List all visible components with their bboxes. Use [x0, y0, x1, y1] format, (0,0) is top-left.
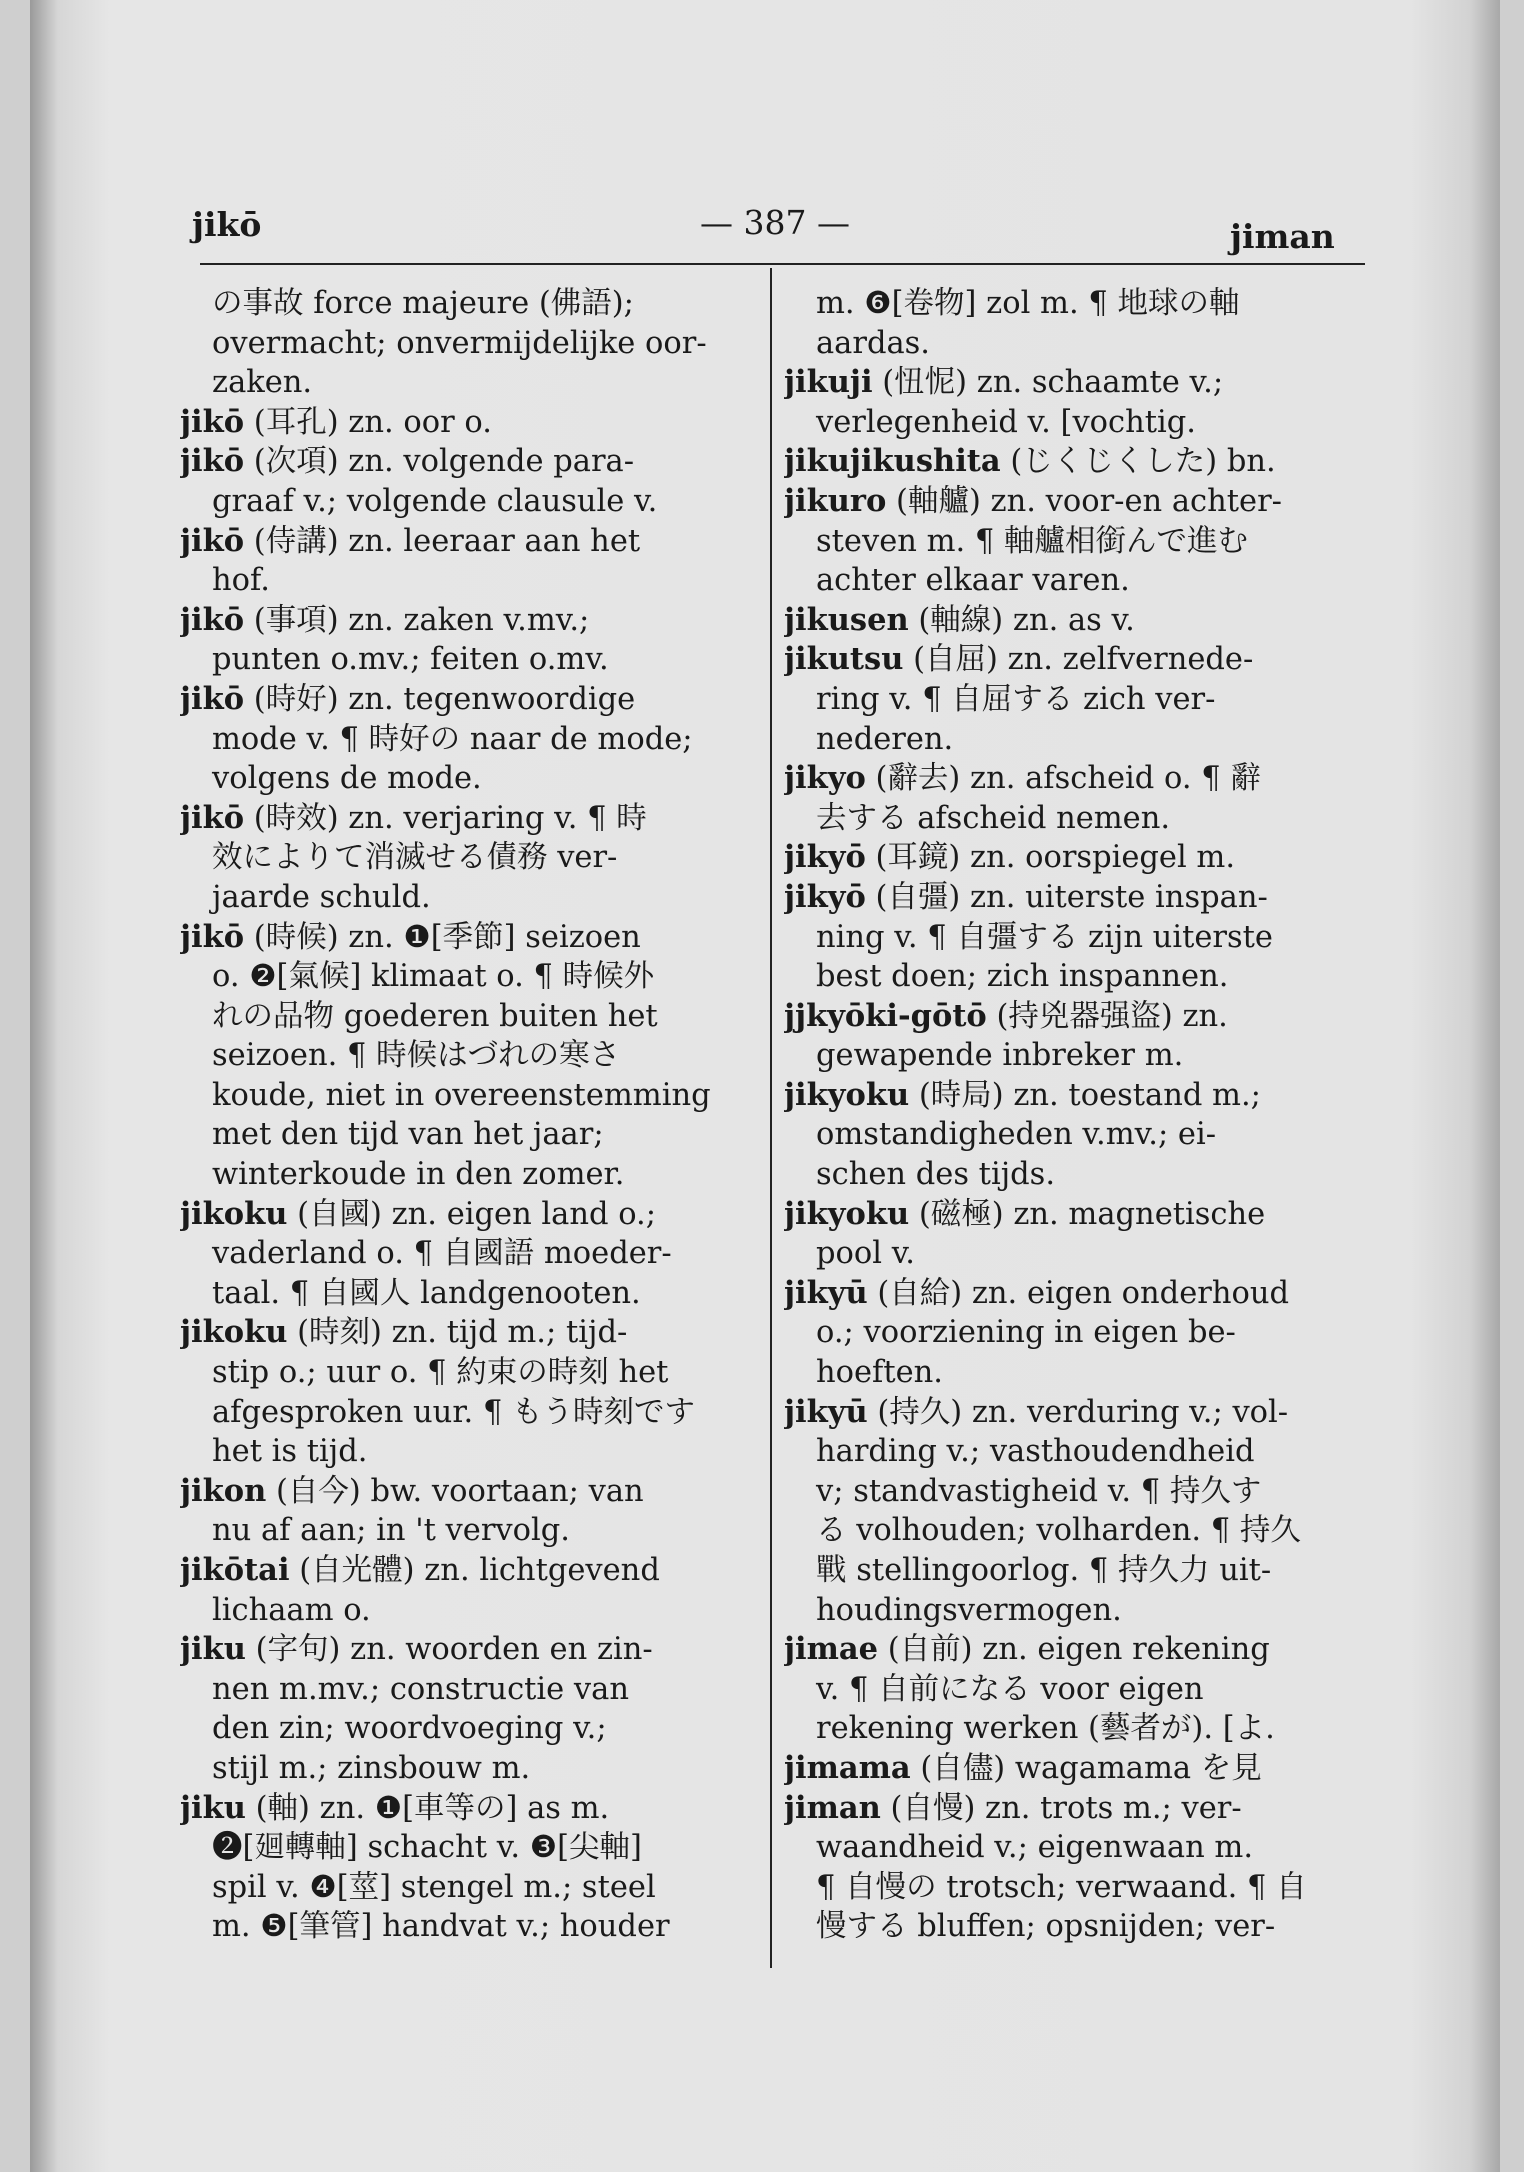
headword: jjkyōki-gōtō — [784, 997, 987, 1034]
entry-headword-line: jikyū (持久) zn. verduring v.; vol- — [784, 1393, 1289, 1430]
headword: jiman — [784, 1789, 881, 1826]
entry-continuation-line: seizoen. ¶ 時候はづれの寒さ — [212, 1038, 621, 1074]
headword: jikyō — [784, 878, 866, 915]
entry-continuation-line: 慢する bluffen; opsnijden; ver- — [816, 1909, 1276, 1945]
headword: jikyoku — [784, 1076, 910, 1113]
entry-headword-line: jikoku (時刻) zn. tijd m.; tijd- — [180, 1314, 628, 1351]
entry-continuation-line: spil v. ❹[莖] stengel m.; steel — [212, 1869, 656, 1905]
header-right-guideword: jiman — [1230, 217, 1335, 256]
entry-headword-line: jikō (侍講) zn. leeraar aan het — [180, 522, 641, 559]
entry-continuation-line: houdingsvermogen. — [816, 1592, 1122, 1628]
entry-headword-line: jikō (次項) zn. volgende para- — [180, 443, 635, 480]
entry-continuation-line: hoeften. — [816, 1355, 943, 1391]
entry-headword-line: jikujikushita (じくじくした) bn. — [784, 443, 1276, 480]
headword: jikyō — [784, 839, 866, 876]
entry-continuation-line: koude, niet in overeenstemming — [212, 1077, 711, 1113]
entry-headword-line: jikutsu (自屈) zn. zelfvernede- — [784, 641, 1254, 678]
header-rule — [200, 263, 1365, 265]
entry-continuation-line: o.; voorziening in eigen be- — [816, 1315, 1236, 1351]
entry-continuation-line: ring v. ¶ 自屈する zich ver- — [816, 681, 1216, 717]
header-left-guideword: jikō — [192, 205, 262, 244]
headword: jikōtai — [180, 1552, 290, 1588]
entry-continuation-line: ning v. ¶ 自彊する zijn uiterste — [816, 919, 1273, 955]
entry-continuation-line: hof. — [212, 563, 270, 599]
entry-continuation-line: rekening werken (藝者が). [よ. — [816, 1711, 1275, 1747]
entry-headword-line: jiku (軸) zn. ❶[車等の] as m. — [180, 1789, 610, 1826]
entry-headword-line: jikōtai (自光體) zn. lichtgevend — [180, 1552, 660, 1588]
headword: jikutsu — [784, 641, 904, 678]
entry-continuation-line: nu af aan; in 't vervolg. — [212, 1513, 570, 1549]
headword: jikujikushita — [784, 443, 1001, 480]
entry-headword-line: jikō (時好) zn. tegenwoordige — [180, 680, 636, 717]
entry-continuation-line: steven m. ¶ 軸艫相銜んで進む — [816, 523, 1248, 559]
entry-headword-line: jikyō (耳鏡) zn. oorspiegel m. — [784, 839, 1236, 876]
entry-continuation-line: nen m.mv.; constructie van — [212, 1671, 629, 1707]
entry-continuation-line: m. ❺[筆管] handvat v.; houder — [212, 1909, 670, 1945]
headword: jikō — [180, 403, 245, 440]
entry-continuation-line: pool v. — [816, 1236, 916, 1272]
entry-continuation-line: punten o.mv.; feiten o.mv. — [212, 642, 609, 678]
left-column — [180, 284, 750, 1947]
entry-headword-line: jiku (字句) zn. woorden en zin- — [180, 1631, 653, 1668]
entry-continuation-line: schen des tijds. — [816, 1157, 1056, 1193]
entry-headword-line: jikuro (軸艫) zn. voor-en achter- — [784, 482, 1282, 519]
headword: jikyoku — [784, 1195, 910, 1232]
headword: jikō — [180, 918, 245, 955]
entry-headword-line: jikuji (忸怩) zn. schaamte v.; — [784, 364, 1224, 401]
entry-headword-line: jikoku (自國) zn. eigen land o.; — [180, 1195, 657, 1232]
headword: jikoku — [180, 1314, 288, 1351]
entry-continuation-line: best doen; zich inspannen. — [816, 959, 1229, 995]
entry-continuation-line: ❷[廻轉軸] schacht v. ❸[尖軸] — [212, 1830, 642, 1866]
headword: jikuji — [784, 364, 873, 401]
entry-continuation-line: ¶ 自慢の trotsch; verwaand. ¶ 自 — [816, 1869, 1307, 1905]
column-divider — [770, 268, 772, 1968]
entry-continuation-line: aardas. — [816, 325, 931, 361]
headword: jiku — [180, 1789, 246, 1826]
entry-continuation-line: lichaam o. — [212, 1592, 371, 1628]
entry-continuation-line: m. ❻[卷物] zol m. ¶ 地球の軸 — [816, 286, 1240, 321]
entry-continuation-line: met den tijd van het jaar; — [212, 1117, 604, 1153]
entry-headword-line: jikō (時候) zn. ❶[季節] seizoen — [180, 918, 641, 955]
entry-headword-line: jikyo (辭去) zn. afscheid o. ¶ 辭 — [784, 760, 1261, 797]
entry-headword-line: jikō (時效) zn. verjaring v. ¶ 時 — [180, 799, 647, 836]
entry-continuation-line: volgens de mode. — [212, 761, 482, 797]
headword: jikō — [180, 680, 245, 717]
entry-continuation-line: jaarde schuld. — [212, 879, 431, 915]
entry-headword-line: jikyō (自彊) zn. uiterste inspan- — [784, 878, 1268, 915]
entry-headword-line: jimae (自前) zn. eigen rekening — [784, 1631, 1270, 1668]
entry-continuation-line: taal. ¶ 自國人 landgenooten. — [212, 1275, 641, 1311]
entry-continuation-line: v. ¶ 自前になる voor eigen — [816, 1671, 1204, 1707]
entry-continuation-line: nederen. — [816, 721, 954, 757]
headword: jikyū — [784, 1274, 868, 1311]
entry-continuation-line: waandheid v.; eigenwaan m. — [816, 1830, 1254, 1866]
entry-headword-line: jikō (耳孔) zn. oor o. — [180, 403, 492, 440]
headword: jikusen — [784, 601, 909, 638]
entry-continuation-line: het is tijd. — [212, 1434, 368, 1470]
entry-continuation-line: 去する afscheid nemen. — [816, 800, 1171, 836]
entry-continuation-line: graaf v.; volgende clausule v. — [212, 483, 658, 519]
entry-continuation-line: gewapende inbreker m. — [816, 1038, 1184, 1074]
headword: jiku — [180, 1631, 246, 1668]
entry-headword-line: jimama (自儘) wagamama を見 — [784, 1749, 1262, 1786]
entry-headword-line: jikyoku (磁極) zn. magnetische — [784, 1195, 1266, 1232]
entry-headword-line: jiman (自慢) zn. trots m.; ver- — [784, 1789, 1242, 1826]
entry-continuation-line: る volhouden; volharden. ¶ 持久 — [816, 1513, 1301, 1549]
entry-headword-line: jikyū (自給) zn. eigen onderhoud — [784, 1274, 1289, 1311]
entry-headword-line: jikyoku (時局) zn. toestand m.; — [784, 1076, 1261, 1113]
headword: jikyū — [784, 1393, 868, 1430]
entry-continuation-line: omstandigheden v.mv.; ei- — [816, 1117, 1217, 1153]
headword: jikon — [180, 1472, 267, 1509]
entry-continuation-line: achter elkaar varen. — [816, 563, 1130, 599]
entry-continuation-line: zaken. — [212, 365, 313, 401]
entry-continuation-line: o. ❷[氣候] klimaat o. ¶ 時候外 — [212, 959, 655, 995]
entry-continuation-line: stip o.; uur o. ¶ 約束の時刻 het — [212, 1355, 669, 1391]
entry-continuation-line: verlegenheid v. [vochtig. — [816, 404, 1196, 440]
headword: jikō — [180, 443, 245, 480]
page-header — [30, 195, 1500, 265]
page-number: — 387 — — [700, 203, 850, 242]
entry-continuation-line: stijl m.; zinsbouw m. — [212, 1750, 531, 1786]
entry-headword-line: jjkyōki-gōtō (持兇器强盜) zn. — [784, 997, 1228, 1034]
entry-headword-line: jikon (自今) bw. voortaan; van — [180, 1472, 644, 1509]
entry-continuation-line: harding v.; vasthoudendheid — [816, 1434, 1255, 1470]
headword: jimama — [784, 1749, 911, 1786]
entry-continuation-line: afgesproken uur. ¶ もう時刻です — [212, 1394, 696, 1430]
headword: jikuro — [784, 482, 887, 519]
headword: jikō — [180, 601, 245, 638]
entry-continuation-line: 效によりて消滅せる債務 ver- — [212, 840, 618, 876]
entry-continuation-line: winterkoude in den zomer. — [212, 1157, 625, 1193]
entry-continuation-line: v; standvastigheid v. ¶ 持久す — [816, 1473, 1262, 1509]
headword: jikō — [180, 799, 245, 836]
entry-continuation-line: vaderland o. ¶ 自國語 moeder- — [212, 1236, 672, 1272]
entry-continuation-line: れの品物 goederen buiten het — [212, 998, 658, 1034]
headword: jikō — [180, 522, 245, 559]
entry-continuation-line: 戰 stellingoorlog. ¶ 持久力 uit- — [816, 1553, 1272, 1588]
entry-continuation-line: overmacht; onvermijdelijke oor- — [212, 325, 707, 361]
right-column — [784, 284, 1374, 1947]
dictionary-page — [30, 0, 1500, 2172]
entry-continuation-line: mode v. ¶ 時好の naar de mode; — [212, 721, 693, 757]
headword: jimae — [784, 1631, 879, 1668]
entry-headword-line: jikusen (軸線) zn. as v. — [784, 601, 1135, 638]
entry-continuation-line: の事故 force majeure (佛語); — [212, 286, 634, 321]
entry-continuation-line: den zin; woordvoeging v.; — [212, 1711, 607, 1747]
entry-headword-line: jikō (事項) zn. zaken v.mv.; — [180, 601, 590, 638]
headword: jikoku — [180, 1195, 288, 1232]
headword: jikyo — [784, 760, 866, 797]
